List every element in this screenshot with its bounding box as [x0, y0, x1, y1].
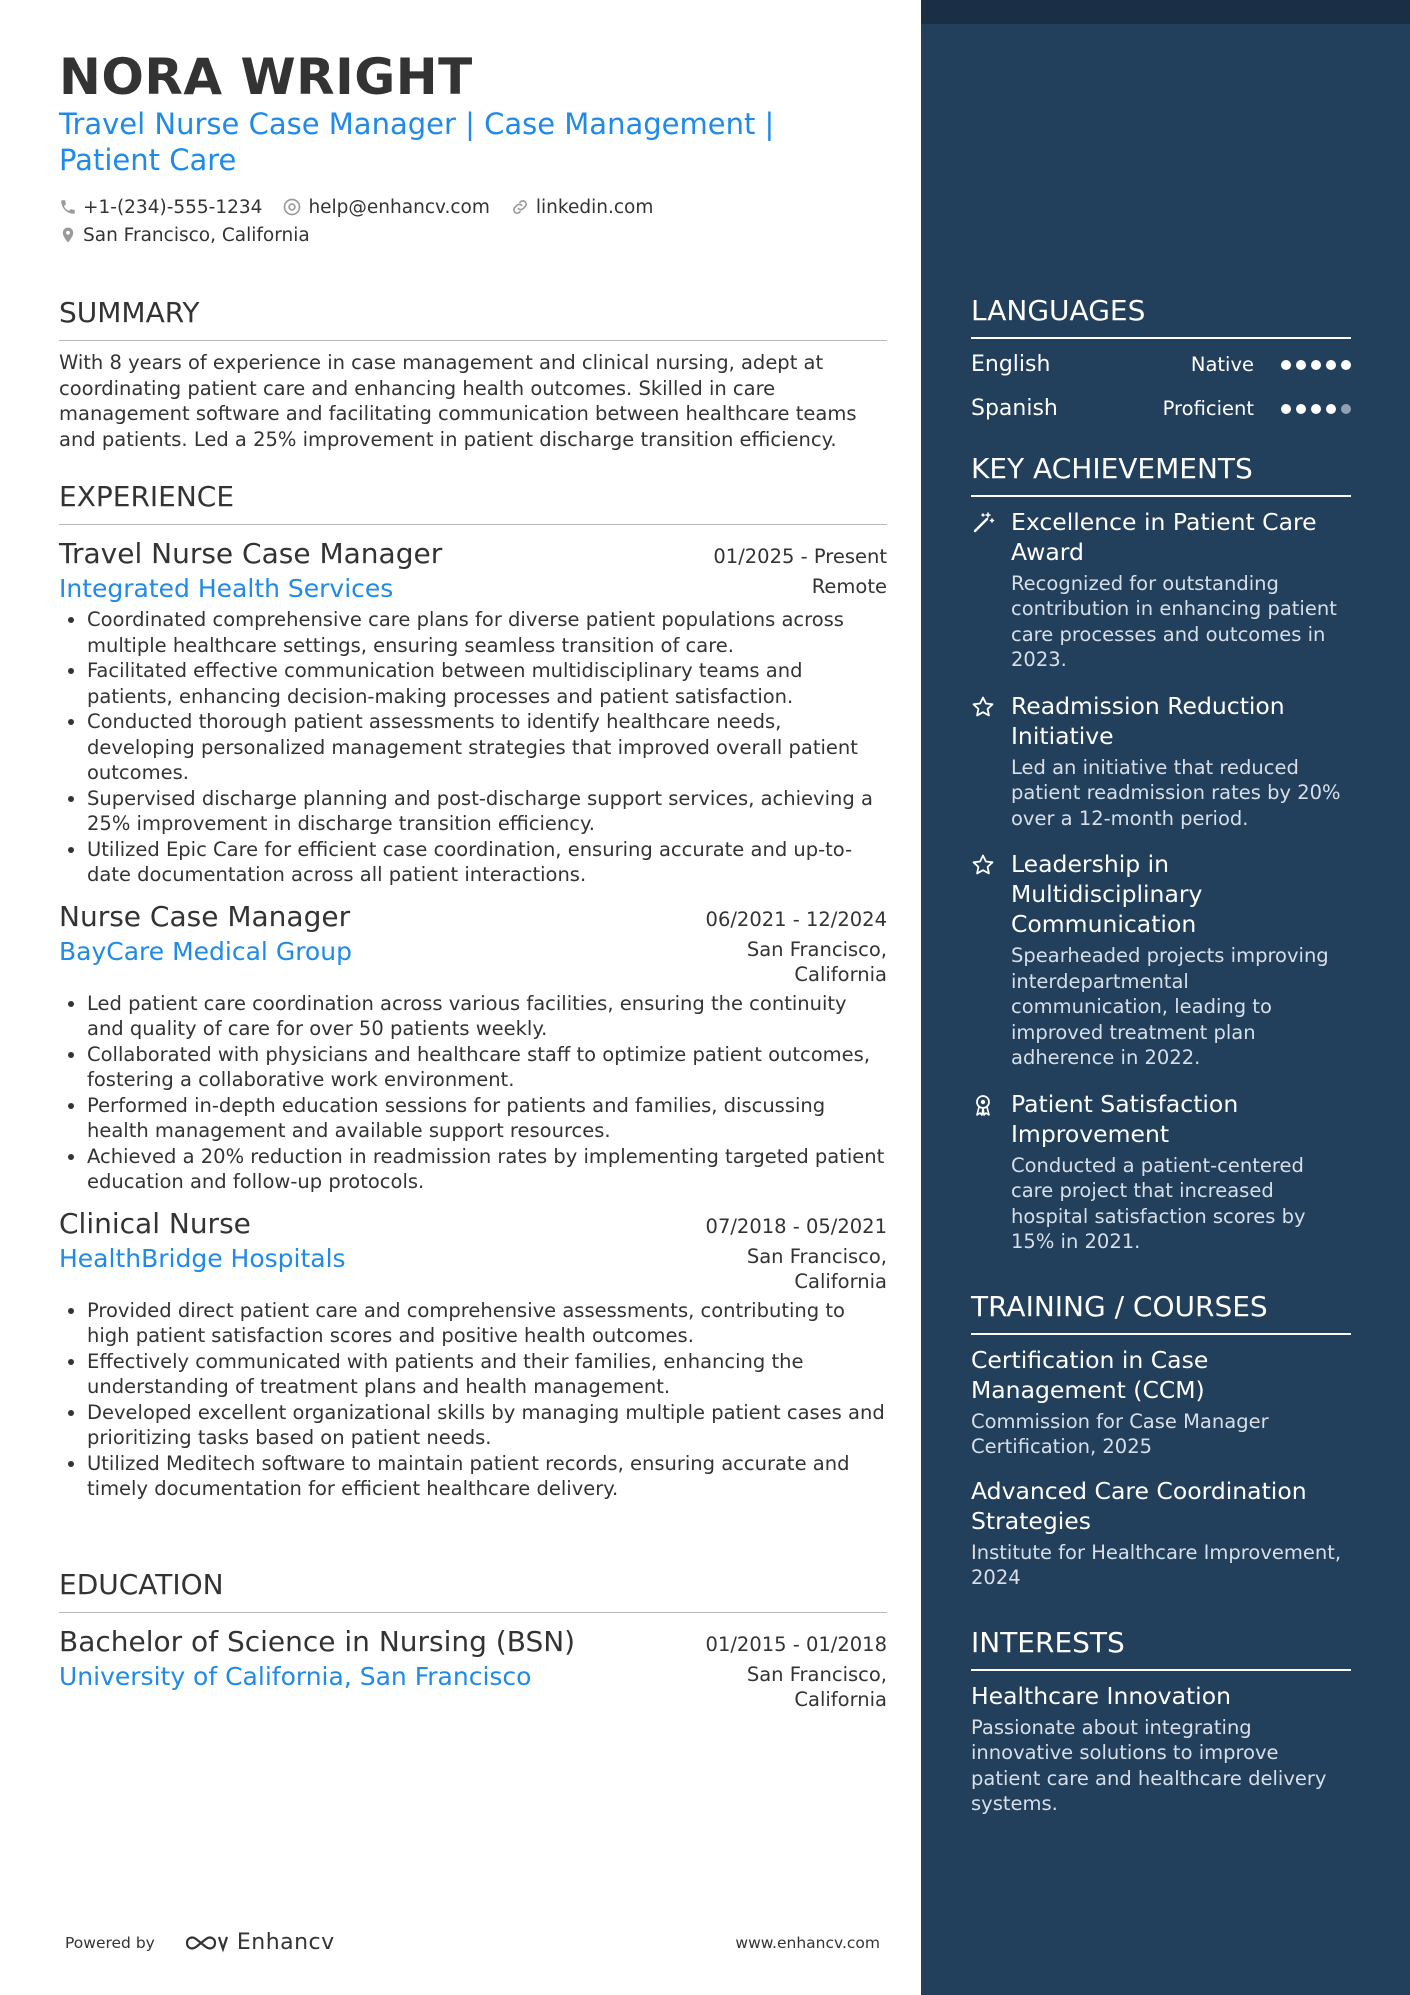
education-dates: 01/2015 - 01/2018 — [705, 1633, 887, 1656]
bullet-item: • Led patient care coordination across various facilities, ensuring the continuity and quality of care for over 50 patients weekly. — [87, 991, 887, 1042]
language-rating — [1276, 360, 1351, 370]
course-title: Certification in Case Management (CCM) — [971, 1345, 1209, 1404]
star-icon — [971, 695, 995, 719]
bullet-item: • Coordinated comprehensive care plans for diverse patient populations across multiple healthcare settings, ensuring seamless transition of care. — [87, 607, 887, 658]
language-row — [971, 387, 1351, 431]
job-entry — [59, 1207, 887, 1502]
interest-item — [971, 1681, 1351, 1817]
rating-dot-empty — [1341, 404, 1351, 414]
magic-wand-icon — [971, 511, 995, 535]
degree: Bachelor of Science in Nursing (BSN) — [59, 1625, 576, 1658]
training-divider — [971, 1333, 1351, 1335]
job-title: Clinical Nurse — [59, 1206, 251, 1240]
interests-divider — [971, 1669, 1351, 1671]
course-title: Advanced Care Coordination Strategies — [971, 1476, 1307, 1535]
course-item — [971, 1345, 1351, 1460]
course-desc: Institute for Healthcare Improvement, 2024 — [971, 1540, 1342, 1589]
training-section — [971, 1290, 1351, 1591]
language-name: English — [971, 352, 1051, 377]
rating-dot-filled — [1311, 404, 1321, 414]
rating-dot-filled — [1326, 404, 1336, 414]
email-text: help@enhancv.com — [308, 196, 490, 218]
bullet-item: • Supervised discharge planning and post-discharge support services, achieving a 25% improvement in discharge transition efficiency. — [87, 786, 887, 837]
achievements-section — [971, 452, 1351, 1255]
bullet-item: • Effectively communicated with patients and their families, enhancing the understanding of treatment plans and health management. — [87, 1349, 887, 1400]
achievement-desc: Recognized for outstanding contribution in enhancing patient care processes and outcomes in 2023. — [1011, 571, 1337, 671]
achievement-title: Readmission Reduction Initiative — [1011, 691, 1285, 750]
experience-divider — [59, 524, 887, 525]
rating-dot-filled — [1281, 360, 1291, 370]
bullet-item: • Achieved a 20% reduction in readmission rates by implementing targeted patient education and follow-up protocols. — [87, 1144, 887, 1195]
link-icon — [510, 197, 530, 217]
language-level: Proficient — [1162, 397, 1254, 420]
education-location: San Francisco, California — [746, 1663, 887, 1711]
job-dates: 06/2021 - 12/2024 — [705, 907, 887, 931]
achievement-desc: Led an initiative that reduced patient readmission rates by 20% over a 12-month period. — [1011, 755, 1341, 830]
contact-linkedin[interactable] — [510, 197, 653, 218]
job-entry — [59, 537, 887, 888]
sidebar-top-bar — [921, 0, 1410, 24]
interest-title: Healthcare Innovation — [971, 1681, 1231, 1710]
job-dates: 07/2018 - 05/2021 — [705, 1214, 887, 1238]
brand-name: Enhancv — [236, 1930, 335, 1955]
contact-info — [59, 193, 673, 249]
job-location: San Francisco, California — [746, 1244, 887, 1293]
job-bullets — [59, 1298, 887, 1502]
contact-phone[interactable] — [59, 197, 262, 218]
job-location: Remote — [811, 575, 887, 598]
achievement-item — [971, 849, 1351, 1071]
experience-title: EXPERIENCE — [59, 480, 235, 513]
rating-dot-filled — [1296, 404, 1306, 414]
job-title: Nurse Case Manager — [59, 899, 351, 933]
linkedin-text: linkedin.com — [535, 196, 654, 218]
enhancv-logo-icon — [183, 1931, 229, 1955]
headline-line-1: Travel Nurse Case Manager | Case Management | — [59, 107, 775, 141]
location-text: San Francisco, California — [83, 224, 310, 246]
footer-url[interactable]: www.enhancv.com — [735, 1933, 880, 1952]
bullet-item: • Utilized Epic Care for efficient case coordination, ensuring accurate and up-to-date documentation across all patient interactions. — [87, 837, 887, 888]
achievements-title: KEY ACHIEVEMENTS — [971, 452, 1253, 485]
training-title: TRAINING / COURSES — [971, 1290, 1268, 1323]
achievement-title: Excellence in Patient Care Award — [1011, 507, 1317, 566]
rating-dot-filled — [1326, 360, 1336, 370]
location-pin-icon — [59, 225, 77, 245]
bullet-item: • Conducted thorough patient assessments to identify healthcare needs, developing personalized management strategies that improved overall patient outcomes. — [87, 709, 887, 786]
achievements-divider — [971, 495, 1351, 497]
education-section — [59, 1568, 887, 1712]
languages-divider — [971, 337, 1351, 339]
rating-dot-filled — [1311, 360, 1321, 370]
summary-section — [59, 296, 887, 452]
education-divider — [59, 1612, 887, 1613]
headline — [59, 106, 819, 178]
rating-dot-filled — [1281, 404, 1291, 414]
achievement-title: Leadership in Multidisciplinary Communication — [1011, 850, 1203, 938]
achievement-desc: Spearheaded projects improving interdepartmental communication, leading to improved treatment plan adherence in 2022. — [1011, 944, 1329, 1069]
course-desc: Commission for Case Manager Certification, 2025 — [971, 1409, 1269, 1458]
rating-dot-filled — [1296, 360, 1306, 370]
bullet-item: • Facilitated effective communication between multidisciplinary teams and patients, enhancing decision-making processes and patient satisfaction. — [87, 658, 887, 709]
job-dates: 01/2025 - Present — [713, 545, 887, 568]
achievement-item — [971, 691, 1351, 832]
rating-dot-filled — [1341, 360, 1351, 370]
languages-title: LANGUAGES — [971, 294, 1146, 327]
bullet-item: • Performed in-depth education sessions for patients and families, discussing health management and available support resources. — [87, 1093, 887, 1144]
experience-section — [59, 480, 887, 1502]
bullet-item: • Utilized Meditech software to maintain patient records, ensuring accurate and timely documentation for efficient healthcare delivery. — [87, 1451, 887, 1502]
education-entry — [59, 1625, 887, 1712]
bullet-item: • Provided direct patient care and comprehensive assessments, contributing to high patient satisfaction scores and positive health outcomes. — [87, 1298, 887, 1349]
footer — [65, 1930, 880, 1955]
job-entry — [59, 900, 887, 1195]
headline-line-2: Patient Care — [59, 143, 237, 177]
footer-brand — [65, 1930, 335, 1955]
summary-text: With 8 years of experience in case management and clinical nursing, adept at coordinating patient care and enhancing health outcomes. Skilled in care management software and facilitating communication between healthcare teams and patients. Led a 25% improvement in patient discharge transition efficiency. — [59, 351, 857, 451]
achievement-item — [971, 507, 1351, 673]
at-icon — [282, 197, 302, 217]
powered-by-label: Powered by — [65, 1933, 155, 1952]
company-name: Integrated Health Services — [59, 574, 394, 603]
contact-email[interactable] — [282, 197, 489, 218]
contact-location — [59, 225, 310, 246]
candidate-name: NORA WRIGHT — [59, 48, 473, 106]
job-title: Travel Nurse Case Manager — [59, 537, 443, 570]
interests-section — [971, 1626, 1351, 1817]
phone-icon — [59, 198, 77, 216]
bullet-item: • Developed excellent organizational skills by managing multiple patient cases and prioritizing tasks based on patient needs. — [87, 1400, 887, 1451]
language-name: Spanish — [971, 396, 1058, 421]
job-bullets — [59, 991, 887, 1195]
achievement-item — [971, 1089, 1351, 1255]
star-icon — [971, 853, 995, 877]
language-row — [971, 343, 1351, 387]
language-rating — [1276, 404, 1351, 414]
achievement-desc: Conducted a patient-centered care project that increased hospital satisfaction scores by 15% in 2021. — [1011, 1153, 1306, 1253]
job-location: San Francisco, California — [746, 937, 887, 986]
languages-section — [971, 294, 1351, 431]
course-item — [971, 1476, 1351, 1591]
sidebar — [921, 0, 1410, 1995]
school-name: University of California, San Francisco — [59, 1662, 532, 1691]
summary-title: SUMMARY — [59, 296, 200, 329]
education-title: EDUCATION — [59, 1568, 224, 1601]
job-bullets — [59, 607, 887, 888]
interests-title: INTERESTS — [971, 1626, 1125, 1659]
phone-text: +1-(234)-555-1234 — [83, 196, 263, 218]
summary-divider — [59, 340, 887, 341]
bullet-item: • Collaborated with physicians and healthcare staff to optimize patient outcomes, fostering a collaborative work environment. — [87, 1042, 887, 1093]
interest-desc: Passionate about integrating innovative solutions to improve patient care and healthcare delivery systems. — [971, 1715, 1327, 1815]
award-ribbon-icon — [971, 1093, 995, 1117]
company-name: BayCare Medical Group — [59, 936, 352, 966]
company-name: HealthBridge Hospitals — [59, 1243, 346, 1273]
achievement-title: Patient Satisfaction Improvement — [1011, 1089, 1239, 1148]
language-level: Native — [1190, 353, 1254, 376]
